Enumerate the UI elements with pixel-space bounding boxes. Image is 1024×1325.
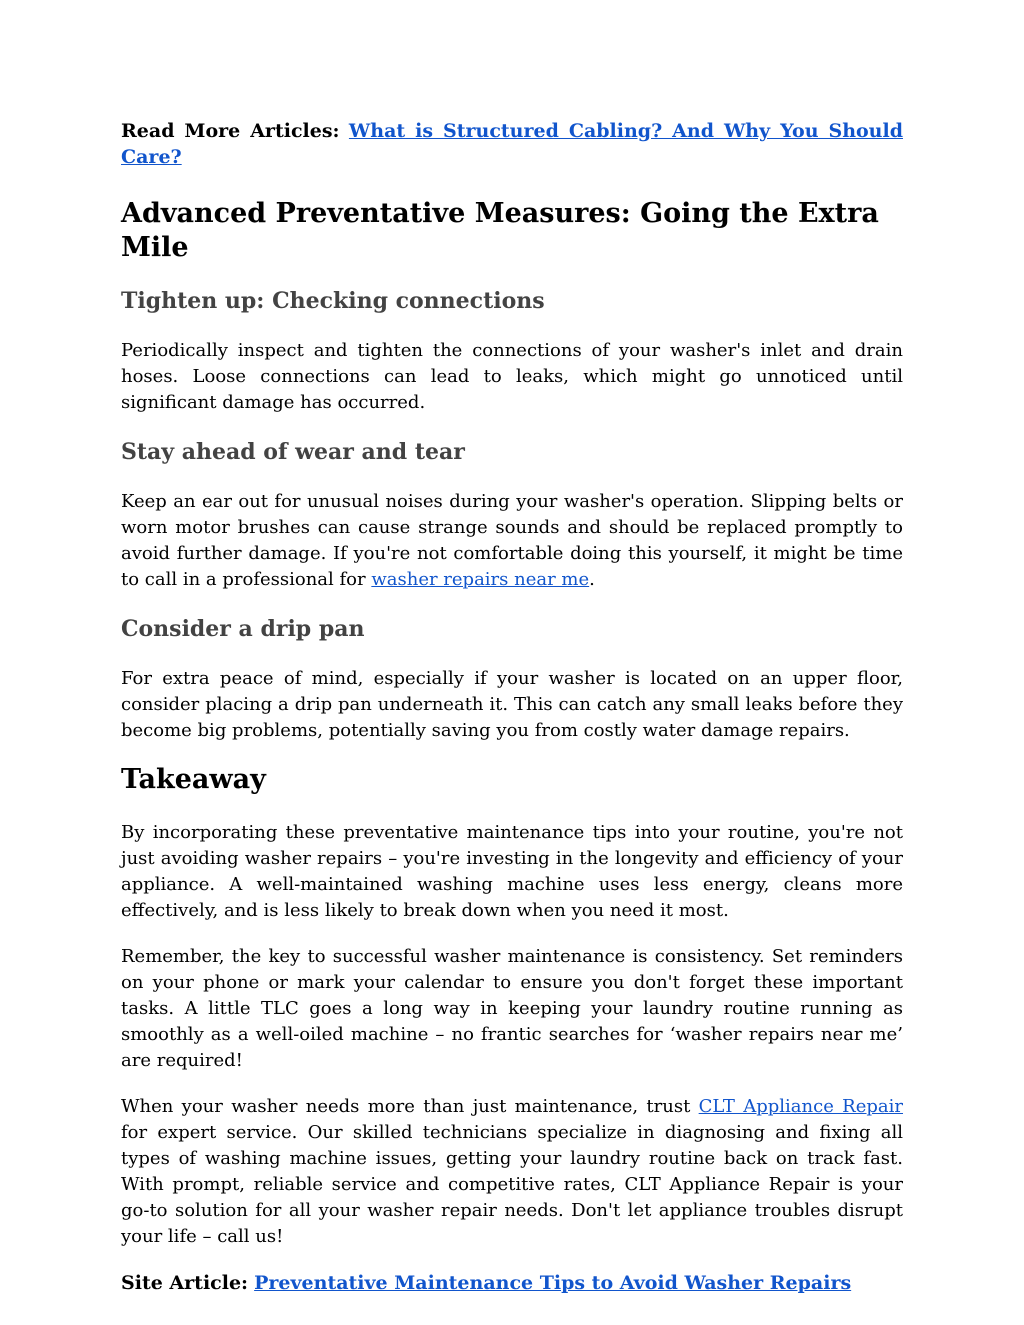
takeaway-paragraph-3 [121,1094,903,1250]
subheading-checking-connections: Tighten up: Checking connections [121,288,545,314]
site-article-line [121,1270,903,1296]
site-article-link[interactable]: Preventative Maintenance Tips to Avoid Washer Repairs [254,1272,852,1294]
section-title: Advanced Preventative Measures: Going the Extra Mile [121,198,879,263]
paragraph-wear-and-tear [121,489,903,593]
takeaway-title: Takeaway [121,764,266,795]
read-more-link[interactable]: What is Structured Cabling? And Why You Should Care? [121,120,903,168]
wear-text-before-link: Keep an ear out for unusual noises during your washer's operation. Slipping belts or worn motor brushes can cause strange sounds and should be replaced promptly to avoid further damage. If you're not comfortable doing this yourself, it might be time to call in a professional for [121,491,903,590]
paragraph-drip-pan: For extra peace of mind, especially if your washer is located on an upper floor, consider placing a drip pan underneath it. This can catch any small leaks before they become big problems, potentially saving you from costly water damage repairs. [121,668,903,741]
paragraph-checking-connections: Periodically inspect and tighten the connections of your washer's inlet and drain hoses. Loose connections can lead to leaks, which might go unnoticed until significant damage has occurred. [121,340,903,413]
washer-repairs-near-me-link[interactable]: washer repairs near me [371,569,590,590]
site-article-label: Site Article: [121,1272,249,1294]
takeaway-paragraph-2: Remember, the key to successful washer maintenance is consistency. Set reminders on your phone or mark your calendar to ensure you don't forget these important tasks. A little TLC goes a long way in keeping your laundry routine running as smoothly as a well-oiled machine – no frantic searches for ‘washer repairs near me’ are required! [121,946,903,1071]
wear-text-after-link: . [589,569,595,590]
takeaway-p3-before-link: When your washer needs more than just maintenance, trust [121,1096,699,1117]
takeaway-paragraph-1: By incorporating these preventative maintenance tips into your routine, you're not just avoiding washer repairs – you're investing in the longevity and efficiency of your appliance. A well-maintained washing machine uses less energy, cleans more effectively, and is less likely to break down when you need it most. [121,822,903,921]
read-more-line [121,118,903,170]
takeaway-p3-after-link: for expert service. Our skilled technicians specialize in diagnosing and fixing all types of washing machine issues, getting your laundry routine back on track fast. With prompt, reliable service and competitive rates, CLT Appliance Repair is your go-to solution for all your washer repair needs. Don't let appliance troubles disrupt your life – call us! [121,1122,903,1247]
subheading-drip-pan: Consider a drip pan [121,616,365,642]
document-page [121,118,903,1296]
subheading-wear-and-tear: Stay ahead of wear and tear [121,439,465,465]
read-more-label: Read More Articles: [121,120,340,142]
clt-appliance-repair-link[interactable]: CLT Appliance Repair [698,1096,903,1117]
